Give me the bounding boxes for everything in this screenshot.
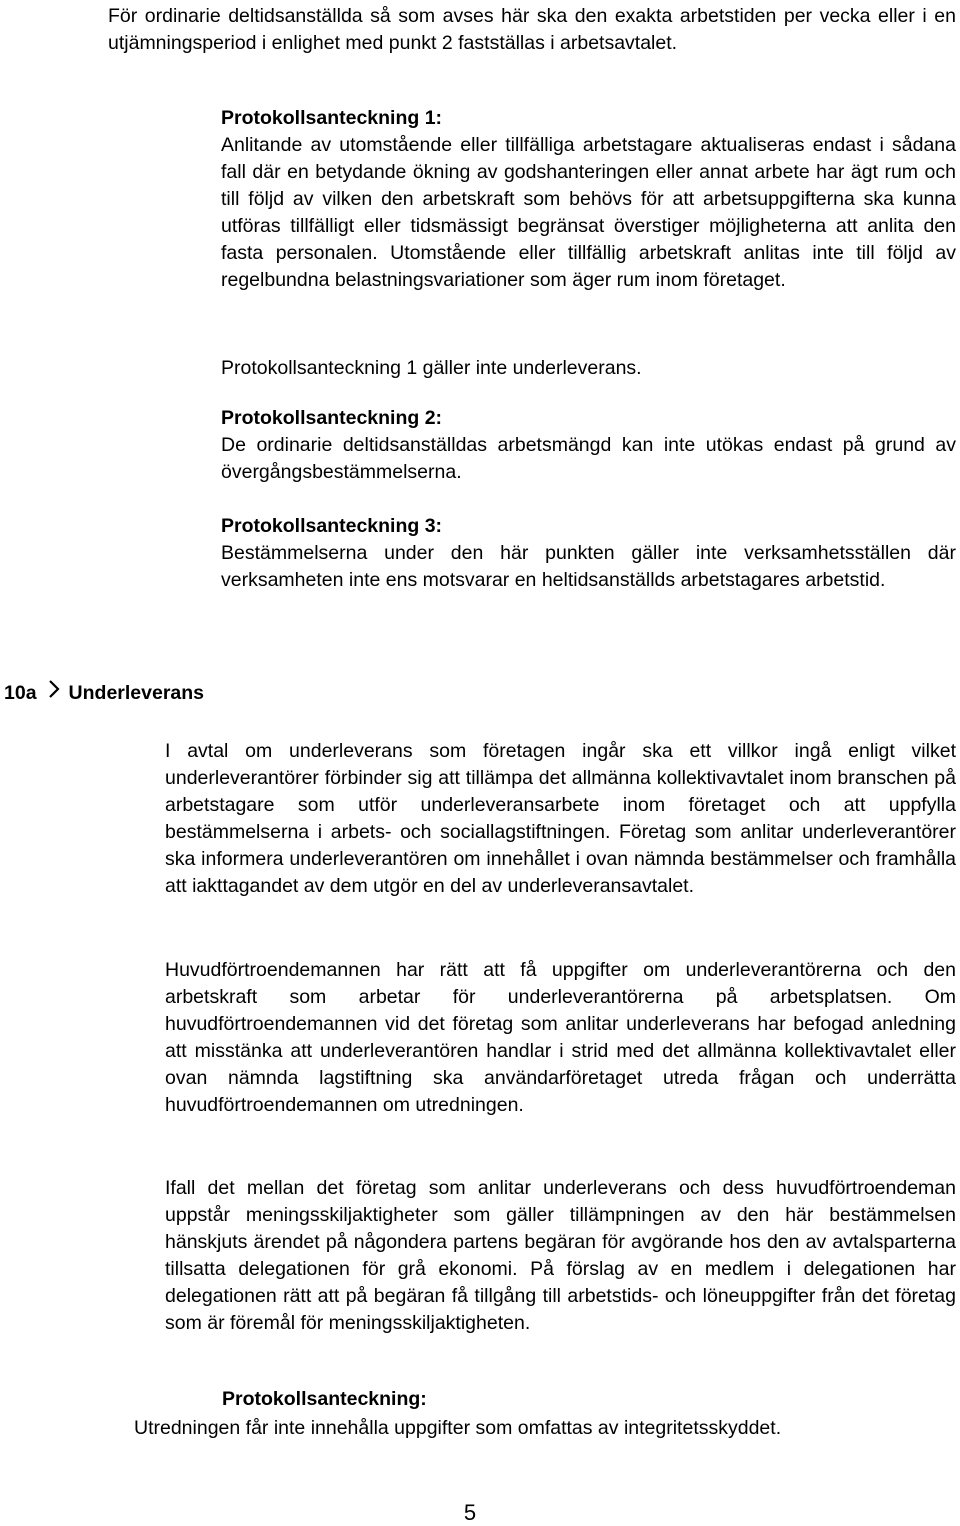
protocol-note-1-text: Anlitande av utomstående eller tillfälliga arbetstagare aktualiseras endast i sådana fall där en betydande ökning av godshanteringen eller annat arbete har ägt rum och till följd av vilken den arbetskraft som behövs för att arbetsuppgifterna ska kunna utföras tillfälligt eller tidsmässigt begränsat överstiger möjligheterna att anlita den fasta personalen. Utomstående eller tillfällig arbetskraft anlitas inte till följd av regelbundna belastningsvariationer som äger rum inom företaget.	[221, 134, 956, 291]
section-title: Underleverans	[68, 681, 205, 704]
intro-paragraph: För ordinarie deltidsanställda så som avses här ska den exakta arbetstiden per vecka eller i en utjämningsperiod i enlighet med punkt 2 fastställas i arbetsavtalet.	[108, 5, 956, 54]
section-heading	[4, 679, 204, 707]
protocol-note-1-extra: Protokollsanteckning 1 gäller inte underleverans.	[221, 357, 642, 379]
arrow-right-icon	[48, 679, 60, 707]
page-number: 5	[463, 1500, 477, 1525]
section-number: 10a	[4, 681, 37, 704]
protocol-note-2-heading: Protokollsanteckning 2:	[221, 407, 443, 429]
protocol-note-3-heading: Protokollsanteckning 3:	[221, 515, 443, 537]
section-note-text: Utredningen får inte innehålla uppgifter som omfattas av integritetsskyddet.	[134, 1417, 782, 1439]
section-paragraph-1: I avtal om underleverans som företagen ingår ska ett villkor ingå enligt vilket underleverantörer förbinder sig att tillämpa det allmänna kollektivavtalet inom branschen på arbetstagare som utför underleveransarbete inom företaget och att uppfylla bestämmelserna i arbets- och sociallagstiftningen. Företag som anlitar underleverantörer ska informera underleverantören om innehållet i ovan nämnda bestämmelser och framhålla att iakttagandet av dem utgör en del av underleveransavtalet.	[165, 740, 956, 897]
protocol-note-1-heading: Protokollsanteckning 1:	[221, 107, 443, 129]
section-paragraph-2: Huvudförtroendemannen har rätt att få uppgifter om underleverantörerna och den arbetskraft som arbetar för underleverantörerna på arbetsplatsen. Om huvudförtroendemannen vid det företag som anlitar underleverans har befogad anledning att misstänka att underleverantören handlar i strid med det allmänna kollektivavtalet eller ovan nämnda lagstiftning ska användarföretaget utreda frågan och underrätta huvudförtroendemannen om utredningen.	[165, 959, 956, 1116]
protocol-note-2	[221, 405, 956, 486]
protocol-note-2-text: De ordinarie deltidsanställdas arbetsmängd kan inte utökas endast på grund av övergångsbestämmelserna.	[221, 434, 956, 483]
section-paragraph-3: Ifall det mellan det företag som anlitar underleverans och dess huvudförtroendeman uppstår meningsskiljaktigheter som gäller tillämpningen av den här bestämmelsen hänskjuts ärendet på någondera partens begäran för avgörande hos den av avtalsparterna tillsatta delegationen för grå ekonomi. På förslag av en medlem i delegationen har delegationen rätt att på begäran få tillgång till arbetstids- och löneuppgifter från det företag som är föremål för meningsskiljaktigheten.	[165, 1177, 956, 1334]
protocol-note-3	[221, 513, 956, 594]
protocol-note-1	[221, 105, 956, 294]
protocol-note-3-text: Bestämmelserna under den här punkten gäller inte verksamhetsställen där verksamheten inte ens motsvarar en heltidsanställds arbetstagares arbetstid.	[221, 542, 956, 591]
section-note-heading: Protokollsanteckning:	[222, 1388, 427, 1410]
